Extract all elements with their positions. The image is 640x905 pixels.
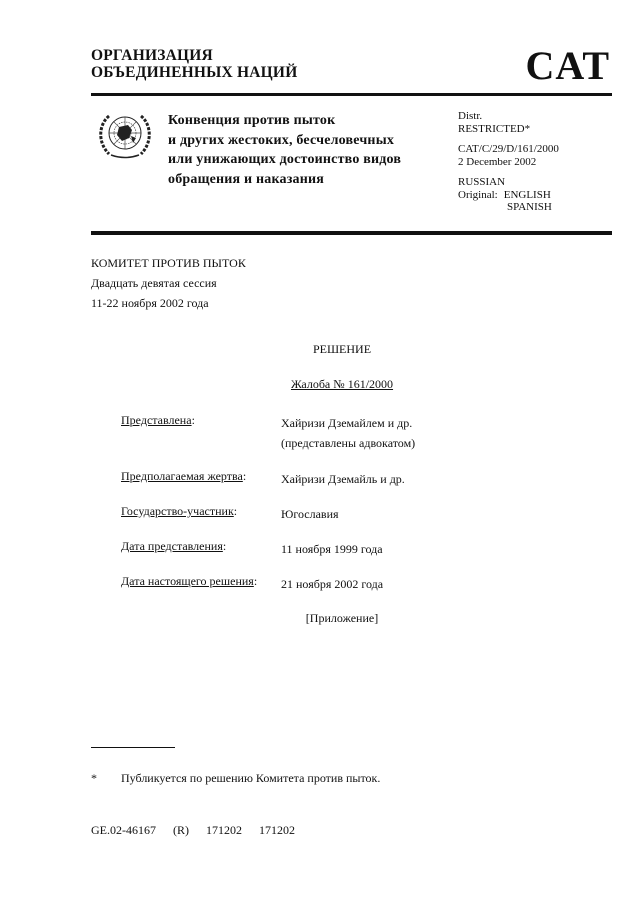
field-value: 21 ноября 2002 года bbox=[281, 577, 384, 591]
field-label: Представлена bbox=[121, 413, 192, 427]
organization-name bbox=[91, 47, 297, 81]
document-number: GE.02-46167 bbox=[91, 823, 156, 837]
field-value: 11 ноября 1999 года bbox=[281, 542, 383, 556]
original-languages bbox=[458, 189, 559, 202]
convention-line-3: или унижающих достоинство видов bbox=[168, 152, 402, 167]
committee-name: КОМИТЕТ ПРОТИВ ПЫТОК bbox=[91, 256, 246, 270]
header-divider-bottom bbox=[91, 231, 612, 235]
org-line-2: ОБЪЕДИНЕННЫХ НАЦИЙ bbox=[91, 64, 298, 81]
field-label: Дата представления bbox=[121, 539, 223, 553]
reference-date-1: 171202 bbox=[206, 823, 242, 837]
committee-session: Двадцать девятая сессия bbox=[91, 276, 217, 290]
document-date: 2 December 2002 bbox=[458, 155, 537, 168]
field-label: Государство-участник bbox=[121, 504, 234, 518]
document-symbol: CAT/C/29/D/161/2000 bbox=[458, 143, 559, 155]
convention-line-2: и других жестоких, бесчеловечных bbox=[168, 132, 395, 148]
footnote-text: Публикуется по решению Комитета против пыток. bbox=[121, 771, 381, 785]
original-label: Original: bbox=[458, 188, 498, 201]
committee-dates: 11-22 ноября 2002 года bbox=[91, 296, 209, 310]
complaint-number: Жалоба № 161/2000 bbox=[290, 377, 394, 391]
committee-block bbox=[91, 253, 246, 313]
field-value: Хайризи Дземайль и др. bbox=[281, 472, 405, 486]
field-label: Предполагаемая жертва bbox=[121, 469, 243, 483]
language-code: (R) bbox=[173, 823, 189, 837]
field-value-2: (представлены адвокатом) bbox=[281, 436, 416, 450]
decision-title: РЕШЕНИЕ bbox=[312, 342, 372, 356]
document-language: RUSSIAN bbox=[458, 176, 506, 188]
convention-line-1: Конвенция против пыток bbox=[168, 113, 336, 128]
document-reference bbox=[91, 823, 309, 838]
distribution-block bbox=[458, 110, 559, 214]
convention-title bbox=[168, 111, 401, 189]
convention-line-4: обращения и наказания bbox=[168, 171, 325, 187]
org-line-1: ОРГАНИЗАЦИЯ bbox=[91, 47, 213, 64]
annex-note: [Приложение] bbox=[305, 611, 379, 625]
field-value: Хайризи Дземайлем и др. bbox=[281, 416, 413, 430]
footnote-marker: * bbox=[91, 771, 97, 785]
original-language-2: SPANISH bbox=[507, 201, 552, 213]
field-value: Югославия bbox=[281, 507, 339, 521]
document-series-symbol: CAT bbox=[525, 43, 610, 88]
distr-label: Distr. bbox=[458, 110, 483, 122]
original-language-1: ENGLISH bbox=[503, 188, 551, 201]
reference-date-2: 171202 bbox=[259, 823, 295, 837]
field-label: Дата настоящего решения bbox=[121, 574, 254, 588]
header-divider-top bbox=[91, 93, 612, 96]
un-emblem-icon bbox=[95, 108, 155, 162]
footnote-divider bbox=[91, 747, 175, 748]
distr-value: RESTRICTED* bbox=[458, 122, 531, 135]
